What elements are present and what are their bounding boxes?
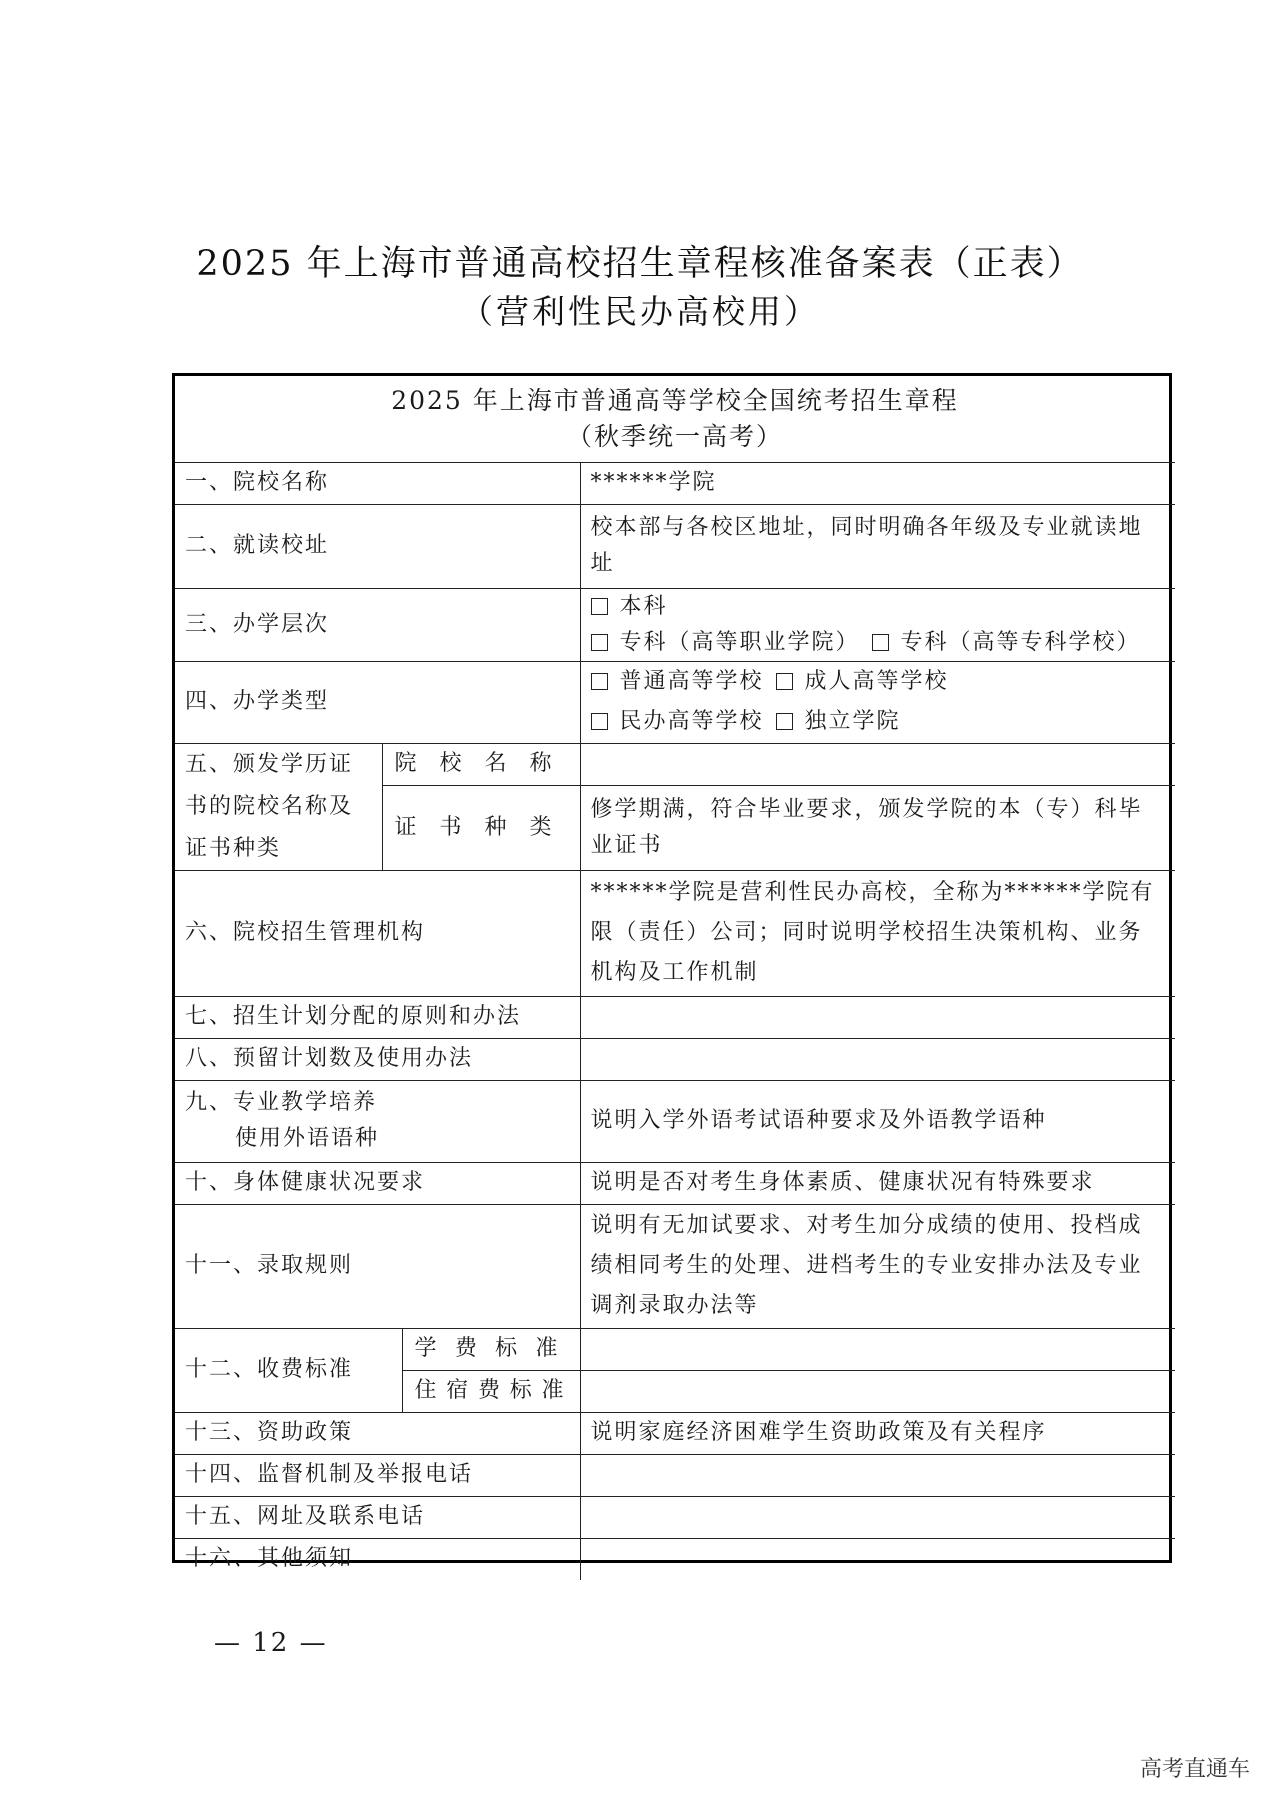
checkbox-private-university[interactable] <box>591 713 608 730</box>
page-number: — 12 — <box>214 1628 328 1658</box>
row-value[interactable]: 说明入学外语考试语种要求及外语教学语种 <box>580 1080 1175 1162</box>
row-label-line1: 九、专业教学培养 <box>185 1090 378 1115</box>
row-label: 十三、资助政策 <box>175 1412 580 1454</box>
row-label: 十二、收费标准 <box>175 1328 402 1412</box>
checkbox-adult-university[interactable] <box>776 673 793 690</box>
document-title: 2025 年上海市普通高校招生章程核准备案表（正表） <box>196 244 1084 284</box>
row-label: 三、办学层次 <box>175 588 580 661</box>
checkbox-label: 专科（高等专科学校） <box>900 629 1141 655</box>
table-row <box>175 1328 1175 1370</box>
row-value[interactable]: 修学期满，符合毕业要求，颁发学院的本（专）科毕业证书 <box>580 785 1175 870</box>
row-label: 二、就读校址 <box>175 504 580 588</box>
checkbox-vocational-college[interactable] <box>591 634 608 651</box>
row-value[interactable] <box>580 1328 1175 1370</box>
table-row <box>175 1162 1175 1204</box>
table-row <box>175 1080 1175 1162</box>
row-value[interactable]: 说明有无加试要求、对考生加分成绩的使用、投档成绩相同考生的处理、进档考生的专业安排办法及专业调剂录取办法等 <box>580 1204 1175 1328</box>
filing-form <box>172 373 1172 1572</box>
checkbox-label: 本科 <box>619 593 668 619</box>
checkbox-label: 专科（高等职业学院） <box>619 629 860 655</box>
row-value <box>580 661 1175 743</box>
row-label-line2: 使用外语语种 <box>235 1126 380 1151</box>
row-label: 十六、其他须知 <box>175 1538 580 1580</box>
table-row <box>175 661 1175 743</box>
row-value[interactable]: ******学院 <box>580 462 1175 504</box>
table-row <box>175 870 1175 996</box>
table-row <box>175 1496 1175 1538</box>
row-label: 十、身体健康状况要求 <box>175 1162 580 1204</box>
sub-label: 住宿费标准 <box>402 1370 580 1412</box>
checkbox-label: 民办高等学校 <box>619 709 764 734</box>
checkbox-regular-university[interactable] <box>591 673 608 690</box>
row-label: 四、办学类型 <box>175 661 580 743</box>
row-value[interactable] <box>580 1496 1175 1538</box>
form-header-row <box>175 376 1175 462</box>
sub-label: 证书种类 <box>382 785 580 870</box>
table-row <box>175 1204 1175 1328</box>
sub-label: 学费标准 <box>402 1328 580 1370</box>
row-value[interactable] <box>580 1538 1175 1580</box>
checkbox-independent-college[interactable] <box>776 713 793 730</box>
table-row <box>175 504 1175 588</box>
table-row <box>175 1454 1175 1496</box>
form-header-line1: 2025 年上海市普通高等学校全国统考招生章程 <box>391 385 959 415</box>
row-value[interactable]: 校本部与各校区地址，同时明确各年级及专业就读地址 <box>580 504 1175 588</box>
row-label: 一、院校名称 <box>175 462 580 504</box>
row-value[interactable] <box>580 996 1175 1038</box>
table-row <box>175 743 1175 785</box>
row-value[interactable] <box>580 1370 1175 1412</box>
table-row <box>175 1038 1175 1080</box>
checkbox-label: 普通高等学校 <box>619 669 764 694</box>
row-value[interactable] <box>580 743 1175 785</box>
row-label <box>175 1080 580 1162</box>
row-label: 十五、网址及联系电话 <box>175 1496 580 1538</box>
row-value[interactable] <box>580 1454 1175 1496</box>
row-label: 十四、监督机制及举报电话 <box>175 1454 580 1496</box>
checkbox-label: 独立学院 <box>804 709 901 734</box>
row-value[interactable]: 说明是否对考生身体素质、健康状况有特殊要求 <box>580 1162 1175 1204</box>
table-row <box>175 1538 1175 1580</box>
row-value[interactable]: 说明家庭经济困难学生资助政策及有关程序 <box>580 1412 1175 1454</box>
document-subtitle: （营利性民办高校用） <box>460 292 820 331</box>
row-label: 六、院校招生管理机构 <box>175 870 580 996</box>
watermark: 高考直通车 <box>1139 1757 1250 1782</box>
filing-form-table <box>175 376 1175 1580</box>
row-label: 七、招生计划分配的原则和办法 <box>175 996 580 1038</box>
row-label: 十一、录取规则 <box>175 1204 580 1328</box>
form-header-line2: （秋季统一高考） <box>567 421 784 451</box>
table-row <box>175 462 1175 504</box>
row-value[interactable] <box>580 1038 1175 1080</box>
table-row <box>175 588 1175 661</box>
row-label: 五、颁发学历证书的院校名称及证书种类 <box>175 743 382 870</box>
checkbox-undergraduate[interactable] <box>591 598 608 615</box>
checkbox-junior-college[interactable] <box>872 634 889 651</box>
table-row <box>175 996 1175 1038</box>
form-header <box>175 376 1175 462</box>
row-label: 八、预留计划数及使用办法 <box>175 1038 580 1080</box>
sub-label: 院校名称 <box>382 743 580 785</box>
checkbox-label: 成人高等学校 <box>804 669 949 694</box>
row-value[interactable]: ******学院是营利性民办高校，全称为******学院有限（责任）公司；同时说明学校招生决策机构、业务机构及工作机制 <box>580 870 1175 996</box>
row-value <box>580 588 1175 661</box>
table-row <box>175 1412 1175 1454</box>
